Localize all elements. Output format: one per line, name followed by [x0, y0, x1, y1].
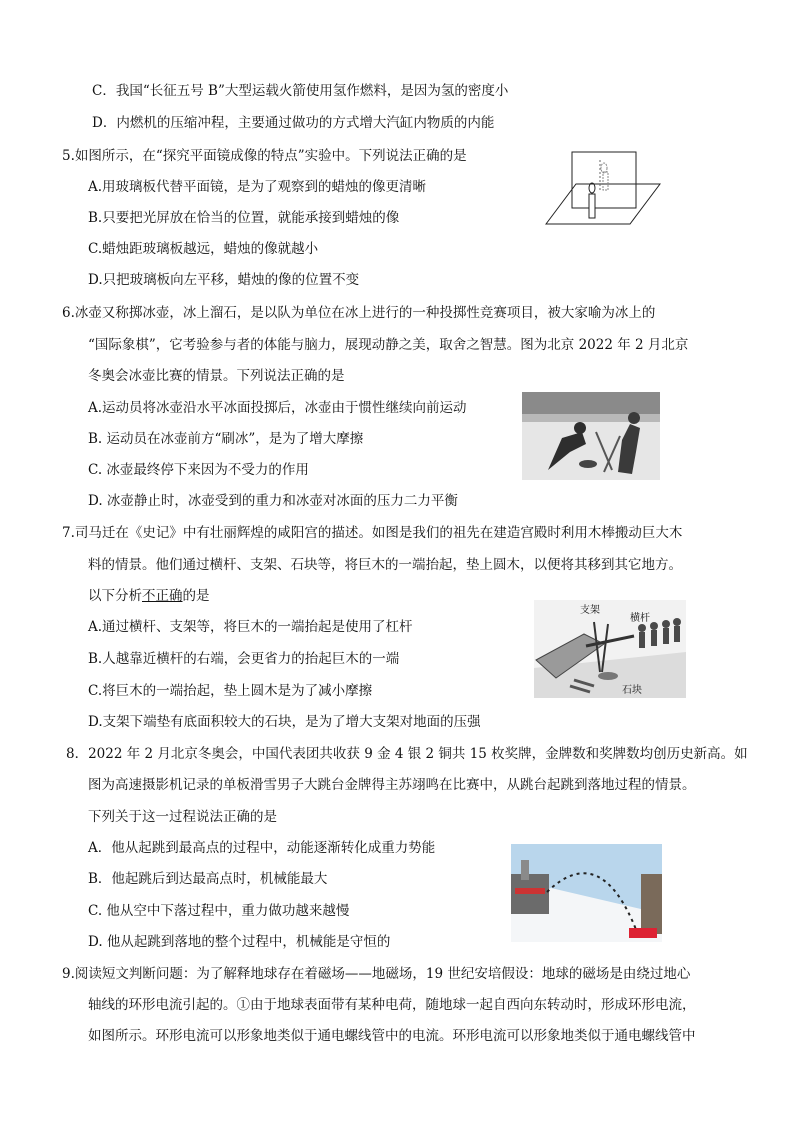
q6-stem-line1: 6.冰壶又称掷冰壶，冰上溜石，是以队为单位在冰上进行的一种投掷性竞赛项目，被大家喻为冰上的	[62, 305, 656, 321]
q5-option-d: D.只把玻璃板向左平移，蜡烛的像的位置不变	[88, 272, 360, 288]
q7-stem-line1: 7.司马迁在《史记》中有壮丽辉煌的咸阳宫的描述。如图是我们的祖先在建造宫殿时利用木棒搬动巨大木	[62, 525, 683, 541]
snowboard-jump-photo	[511, 844, 662, 942]
q4-option-c: C．我国“长征五号 B”大型运载火箭使用氢作燃料，是因为氢的密度小	[92, 83, 509, 99]
q5-option-a: A.用玻璃板代替平面镜，是为了观察到的蜡烛的像更清晰	[88, 179, 427, 195]
q5-stem: 5.如图所示，在“探究平面镜成像的特点”实验中。下列说法正确的是	[62, 148, 467, 164]
q7-option-c: C.将巨木的一端抬起，垫上圆木是为了减小摩擦	[88, 683, 373, 699]
label-lever: 横杆	[630, 613, 650, 624]
not-correct-emphasis: 不正确	[142, 588, 183, 604]
q8-option-d: D. 他从起跳到落地的整个过程中，机械能是守恒的	[88, 934, 391, 950]
mirror-experiment-figure	[542, 150, 662, 230]
q9-stem-line3: 如图所示。环形电流可以形象地类似于通电螺线管中的电流。环形电流可以形象地类似于通电螺线管中	[88, 1028, 696, 1044]
lever-illustration	[534, 600, 686, 698]
label-support: 支架	[580, 605, 600, 616]
q5-option-c: C.蜡烛距玻璃板越远，蜡烛的像就越小	[88, 241, 319, 257]
q8-option-a: A．他从起跳到最高点的过程中，动能逐渐转化成重力势能	[88, 840, 436, 856]
q7-stem-line2: 料的情景。他们通过横杆、支架、石块等，将巨木的一端抬起，垫上圆木，以便将其移到其它地方。	[88, 557, 682, 573]
q6-option-a: A.运动员将冰壶沿水平冰面投掷后，冰壶由于惯性继续向前运动	[88, 400, 467, 416]
q7-option-b: B.人越靠近横杆的右端，会更省力的抬起巨木的一端	[88, 651, 400, 667]
q5-option-b: B.只要把光屏放在恰当的位置，就能承接到蜡烛的像	[88, 210, 400, 226]
q7-option-d: D.支架下端垫有底面积较大的石块，是为了增大支架对地面的压强	[88, 714, 481, 730]
q8-option-b: B．他起跳后到达最高点时，机械能最大	[88, 871, 328, 887]
q7-stem-line3: 以下分析不正确的是	[88, 588, 210, 604]
q6-stem-line3: 冬奥会冰壶比赛的情景。下列说法正确的是	[88, 368, 345, 384]
q9-stem-line2: 轴线的环形电流引起的。①由于地球表面带有某种电荷，随地球一起自西向东转动时，形成环形电流，	[88, 997, 696, 1013]
q6-stem-line2: “国际象棋”，它考验参与者的体能与脑力，展现动静之美，取舍之智慧。图为北京 2022 年 2 月北京	[88, 337, 689, 353]
q8-stem-line1: 8．2022 年 2 月北京冬奥会，中国代表团共收获 9 金 4 银 2 铜共 15 枚奖牌，金牌数和奖牌数均创历史新高。如	[66, 746, 748, 762]
q7-option-a: A.通过横杆、支架等，将巨木的一端抬起是使用了杠杆	[88, 619, 413, 635]
q8-stem-line3: 下列关于这一过程说法正确的是	[88, 809, 277, 825]
q9-stem-line1: 9.阅读短文判断问题：为了解释地球存在着磁场——地磁场，19 世纪安培假设：地球的磁场是由绕过地心	[62, 966, 691, 982]
label-stone: 石块	[622, 685, 642, 696]
q6-option-c: C. 冰壶最终停下来因为不受力的作用	[88, 462, 309, 478]
q4-option-d: D．内燃机的压缩冲程，主要通过做功的方式增大汽缸内物质的内能	[92, 115, 495, 131]
q8-stem-line2: 图为高速摄影机记录的单板滑雪男子大跳台金牌得主苏翊鸣在比赛中，从跳台起跳到落地过程的情景。	[88, 777, 696, 793]
curling-photo	[522, 392, 660, 480]
q8-option-c: C. 他从空中下落过程中，重力做功越来越慢	[88, 903, 350, 919]
q6-option-d: D. 冰壶静止时，冰壶受到的重力和冰壶对冰面的压力二力平衡	[88, 493, 458, 509]
q6-option-b: B. 运动员在冰壶前方“刷冰”，是为了增大摩擦	[88, 431, 364, 447]
